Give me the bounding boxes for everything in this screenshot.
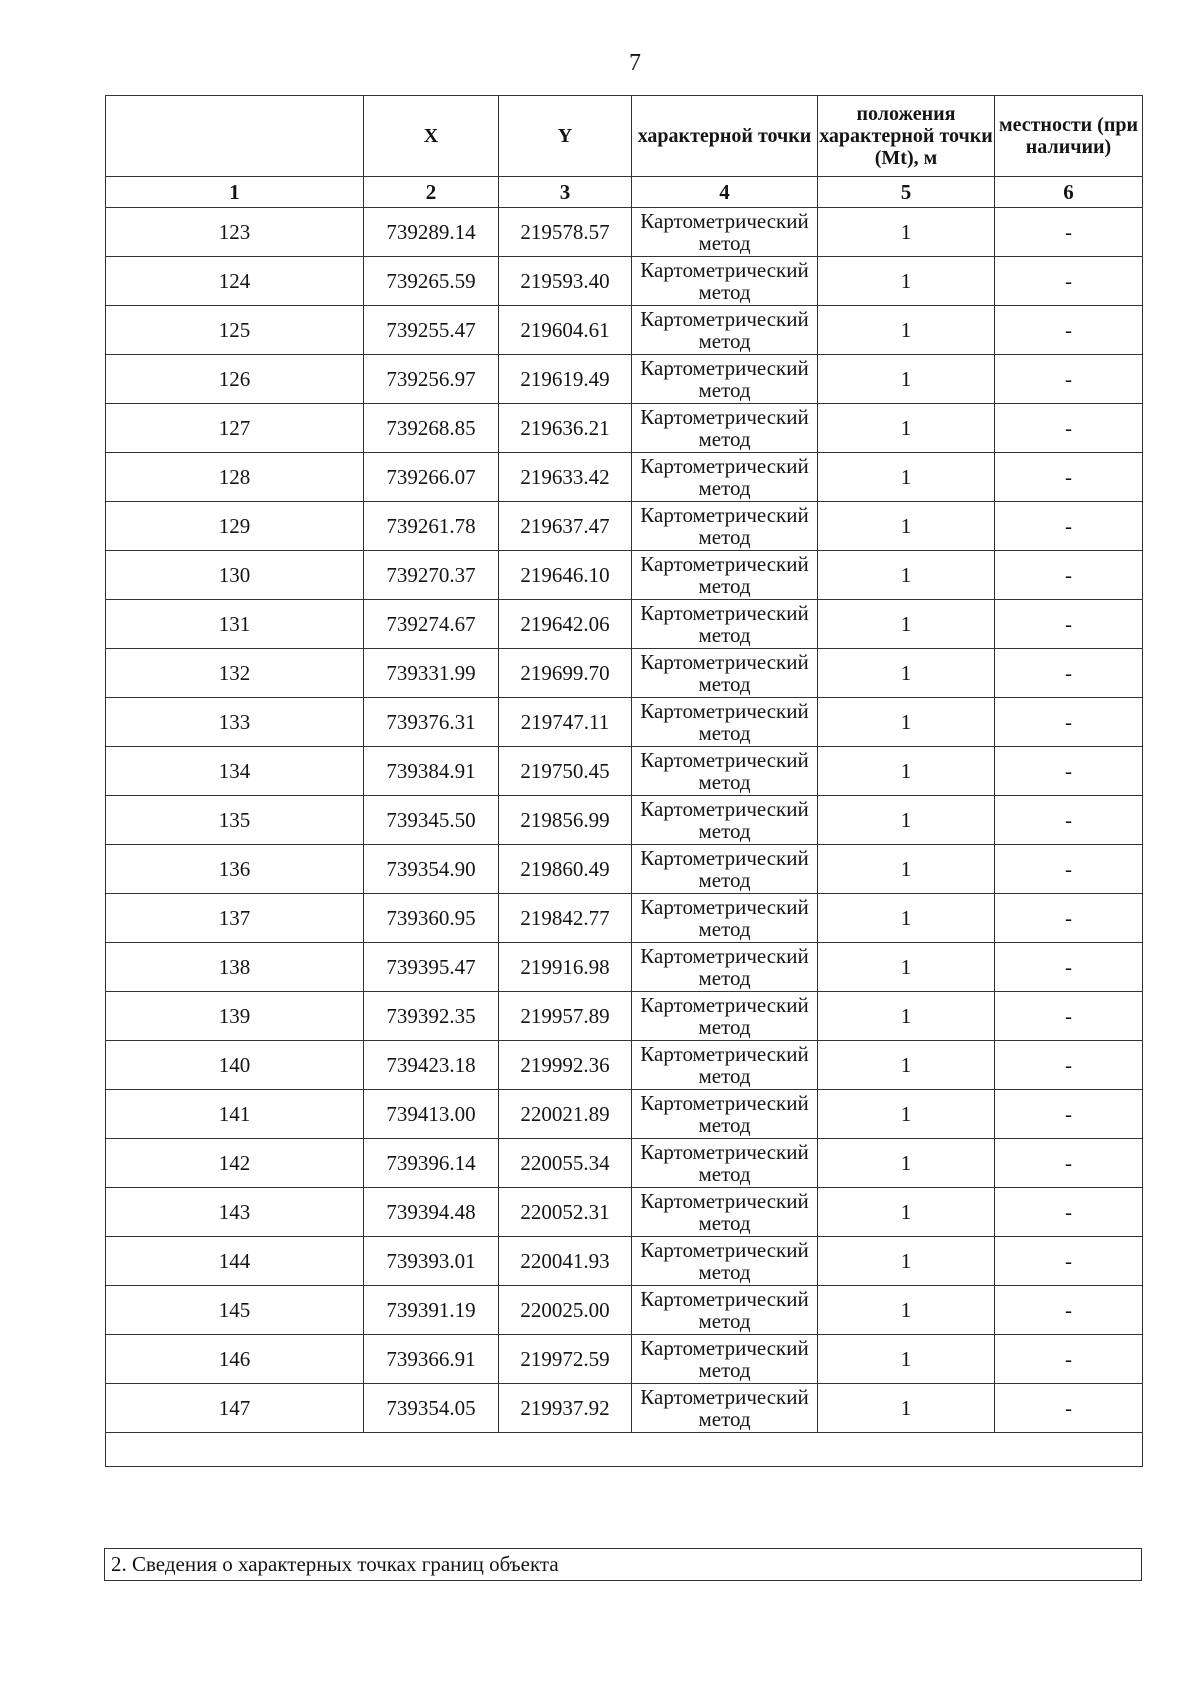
cell-description: - <box>995 698 1143 747</box>
cell-x: 739274.67 <box>364 600 499 649</box>
cell-accuracy: 1 <box>818 796 995 845</box>
cell-x: 739413.00 <box>364 1090 499 1139</box>
cell-description: - <box>995 845 1143 894</box>
cell-accuracy: 1 <box>818 698 995 747</box>
cell-x: 739393.01 <box>364 1237 499 1286</box>
cell-x: 739396.14 <box>364 1139 499 1188</box>
cell-y: 219937.92 <box>499 1384 632 1433</box>
cell-accuracy: 1 <box>818 1237 995 1286</box>
cell-point-number: 132 <box>106 649 364 698</box>
table-row <box>106 649 1143 698</box>
cell-accuracy: 1 <box>818 257 995 306</box>
cell-description: - <box>995 551 1143 600</box>
cell-method: Картометрический метод <box>632 943 818 992</box>
cell-point-number: 130 <box>106 551 364 600</box>
header-x: X <box>364 96 499 177</box>
cell-method: Картометрический метод <box>632 796 818 845</box>
cell-description: - <box>995 355 1143 404</box>
coordinates-table <box>105 95 1143 1467</box>
cell-point-number: 131 <box>106 600 364 649</box>
cell-y: 219957.89 <box>499 992 632 1041</box>
cell-y: 219619.49 <box>499 355 632 404</box>
cell-description: - <box>995 257 1143 306</box>
cell-method: Картометрический метод <box>632 551 818 600</box>
cell-y: 219604.61 <box>499 306 632 355</box>
cell-x: 739360.95 <box>364 894 499 943</box>
cell-point-number: 142 <box>106 1139 364 1188</box>
column-number: 1 <box>106 177 364 208</box>
cell-x: 739395.47 <box>364 943 499 992</box>
cell-description: - <box>995 404 1143 453</box>
cell-point-number: 146 <box>106 1335 364 1384</box>
table-row <box>106 1237 1143 1286</box>
cell-description: - <box>995 1188 1143 1237</box>
cell-x: 739366.91 <box>364 1335 499 1384</box>
table-row <box>106 208 1143 257</box>
cell-description: - <box>995 600 1143 649</box>
cell-accuracy: 1 <box>818 355 995 404</box>
cell-accuracy: 1 <box>818 600 995 649</box>
cell-method: Картометрический метод <box>632 502 818 551</box>
cell-x: 739384.91 <box>364 747 499 796</box>
column-number: 4 <box>632 177 818 208</box>
column-number: 3 <box>499 177 632 208</box>
cell-accuracy: 1 <box>818 1041 995 1090</box>
cell-point-number: 137 <box>106 894 364 943</box>
cell-description: - <box>995 1335 1143 1384</box>
cell-y: 220021.89 <box>499 1090 632 1139</box>
cell-method: Картометрический метод <box>632 306 818 355</box>
cell-x: 739345.50 <box>364 796 499 845</box>
table-row <box>106 1041 1143 1090</box>
cell-x: 739268.85 <box>364 404 499 453</box>
cell-y: 219860.49 <box>499 845 632 894</box>
cell-description: - <box>995 453 1143 502</box>
cell-x: 739394.48 <box>364 1188 499 1237</box>
cell-x: 739354.05 <box>364 1384 499 1433</box>
cell-method: Картометрический метод <box>632 453 818 502</box>
table-row <box>106 1139 1143 1188</box>
table-row <box>106 257 1143 306</box>
cell-accuracy: 1 <box>818 943 995 992</box>
table-empty-row <box>106 1433 1143 1467</box>
cell-y: 219747.11 <box>499 698 632 747</box>
table-row <box>106 1384 1143 1433</box>
cell-accuracy: 1 <box>818 1188 995 1237</box>
cell-method: Картометрический метод <box>632 1286 818 1335</box>
cell-accuracy: 1 <box>818 992 995 1041</box>
cell-method: Картометрический метод <box>632 698 818 747</box>
cell-point-number: 144 <box>106 1237 364 1286</box>
cell-x: 739331.99 <box>364 649 499 698</box>
cell-point-number: 135 <box>106 796 364 845</box>
cell-x: 739261.78 <box>364 502 499 551</box>
cell-method: Картометрический метод <box>632 1384 818 1433</box>
cell-accuracy: 1 <box>818 845 995 894</box>
cell-method: Картометрический метод <box>632 1090 818 1139</box>
empty-cell <box>106 1433 1143 1467</box>
cell-accuracy: 1 <box>818 1139 995 1188</box>
cell-x: 739392.35 <box>364 992 499 1041</box>
cell-method: Картометрический метод <box>632 208 818 257</box>
cell-x: 739289.14 <box>364 208 499 257</box>
cell-point-number: 133 <box>106 698 364 747</box>
cell-accuracy: 1 <box>818 894 995 943</box>
cell-point-number: 147 <box>106 1384 364 1433</box>
cell-accuracy: 1 <box>818 1286 995 1335</box>
cell-point-number: 123 <box>106 208 364 257</box>
table-column-numbers-row <box>106 177 1143 208</box>
cell-point-number: 140 <box>106 1041 364 1090</box>
cell-accuracy: 1 <box>818 502 995 551</box>
cell-point-number: 127 <box>106 404 364 453</box>
table-row <box>106 1286 1143 1335</box>
table-row <box>106 943 1143 992</box>
cell-y: 219637.47 <box>499 502 632 551</box>
table-row <box>106 404 1143 453</box>
cell-y: 219593.40 <box>499 257 632 306</box>
cell-method: Картометрический метод <box>632 1139 818 1188</box>
page-number: 7 <box>629 50 641 76</box>
table-body <box>106 208 1143 1433</box>
cell-x: 739255.47 <box>364 306 499 355</box>
cell-y: 219992.36 <box>499 1041 632 1090</box>
cell-x: 739354.90 <box>364 845 499 894</box>
cell-description: - <box>995 796 1143 845</box>
cell-method: Картометрический метод <box>632 992 818 1041</box>
cell-accuracy: 1 <box>818 1090 995 1139</box>
cell-description: - <box>995 306 1143 355</box>
table-row <box>106 894 1143 943</box>
header-y: Y <box>499 96 632 177</box>
cell-y: 219699.70 <box>499 649 632 698</box>
cell-method: Картометрический метод <box>632 1041 818 1090</box>
cell-y: 219646.10 <box>499 551 632 600</box>
cell-x: 739391.19 <box>364 1286 499 1335</box>
cell-point-number: 143 <box>106 1188 364 1237</box>
cell-description: - <box>995 1041 1143 1090</box>
cell-point-number: 139 <box>106 992 364 1041</box>
table-row <box>106 845 1143 894</box>
cell-point-number: 125 <box>106 306 364 355</box>
table-row <box>106 796 1143 845</box>
table-row <box>106 1188 1143 1237</box>
cell-y: 219842.77 <box>499 894 632 943</box>
cell-method: Картометрический метод <box>632 404 818 453</box>
table-row <box>106 355 1143 404</box>
cell-y: 220025.00 <box>499 1286 632 1335</box>
cell-method: Картометрический метод <box>632 1335 818 1384</box>
table-row <box>106 747 1143 796</box>
column-number: 5 <box>818 177 995 208</box>
cell-point-number: 128 <box>106 453 364 502</box>
cell-accuracy: 1 <box>818 306 995 355</box>
table-row <box>106 453 1143 502</box>
table-row <box>106 1335 1143 1384</box>
table-row <box>106 600 1143 649</box>
cell-description: - <box>995 1090 1143 1139</box>
cell-point-number: 129 <box>106 502 364 551</box>
cell-y: 219750.45 <box>499 747 632 796</box>
header-accuracy: положения характерной точки (Mt), м <box>818 96 995 177</box>
cell-point-number: 124 <box>106 257 364 306</box>
cell-accuracy: 1 <box>818 1335 995 1384</box>
cell-point-number: 145 <box>106 1286 364 1335</box>
table-row <box>106 1090 1143 1139</box>
cell-method: Картометрический метод <box>632 747 818 796</box>
cell-point-number: 126 <box>106 355 364 404</box>
cell-method: Картометрический метод <box>632 355 818 404</box>
table-row <box>106 551 1143 600</box>
cell-description: - <box>995 992 1143 1041</box>
cell-accuracy: 1 <box>818 453 995 502</box>
cell-method: Картометрический метод <box>632 894 818 943</box>
cell-accuracy: 1 <box>818 551 995 600</box>
cell-y: 220055.34 <box>499 1139 632 1188</box>
cell-y: 219633.42 <box>499 453 632 502</box>
table-row <box>106 306 1143 355</box>
column-number: 2 <box>364 177 499 208</box>
cell-x: 739266.07 <box>364 453 499 502</box>
cell-point-number: 138 <box>106 943 364 992</box>
header-description: местности (при наличии) <box>995 96 1143 177</box>
cell-accuracy: 1 <box>818 747 995 796</box>
section-title: 2. Сведения о характерных точках границ объекта <box>104 1548 1142 1581</box>
cell-x: 739256.97 <box>364 355 499 404</box>
cell-x: 739270.37 <box>364 551 499 600</box>
table-header-row <box>106 96 1143 177</box>
cell-y: 219972.59 <box>499 1335 632 1384</box>
cell-y: 220041.93 <box>499 1237 632 1286</box>
cell-description: - <box>995 1384 1143 1433</box>
cell-method: Картометрический метод <box>632 649 818 698</box>
cell-description: - <box>995 943 1143 992</box>
cell-method: Картометрический метод <box>632 257 818 306</box>
header-point-number <box>106 96 364 177</box>
header-method: характерной точки <box>632 96 818 177</box>
cell-description: - <box>995 1139 1143 1188</box>
cell-x: 739265.59 <box>364 257 499 306</box>
cell-description: - <box>995 747 1143 796</box>
cell-point-number: 134 <box>106 747 364 796</box>
cell-y: 219916.98 <box>499 943 632 992</box>
cell-y: 219856.99 <box>499 796 632 845</box>
table-row <box>106 502 1143 551</box>
cell-description: - <box>995 649 1143 698</box>
cell-accuracy: 1 <box>818 1384 995 1433</box>
cell-accuracy: 1 <box>818 404 995 453</box>
cell-method: Картометрический метод <box>632 600 818 649</box>
cell-point-number: 141 <box>106 1090 364 1139</box>
cell-description: - <box>995 208 1143 257</box>
cell-x: 739423.18 <box>364 1041 499 1090</box>
cell-method: Картометрический метод <box>632 1237 818 1286</box>
cell-description: - <box>995 1286 1143 1335</box>
cell-method: Картометрический метод <box>632 1188 818 1237</box>
cell-y: 219578.57 <box>499 208 632 257</box>
table-row <box>106 698 1143 747</box>
cell-y: 220052.31 <box>499 1188 632 1237</box>
cell-y: 219636.21 <box>499 404 632 453</box>
cell-description: - <box>995 1237 1143 1286</box>
cell-x: 739376.31 <box>364 698 499 747</box>
cell-description: - <box>995 502 1143 551</box>
cell-accuracy: 1 <box>818 649 995 698</box>
column-number: 6 <box>995 177 1143 208</box>
cell-accuracy: 1 <box>818 208 995 257</box>
cell-y: 219642.06 <box>499 600 632 649</box>
table-row <box>106 992 1143 1041</box>
cell-point-number: 136 <box>106 845 364 894</box>
cell-method: Картометрический метод <box>632 845 818 894</box>
cell-description: - <box>995 894 1143 943</box>
